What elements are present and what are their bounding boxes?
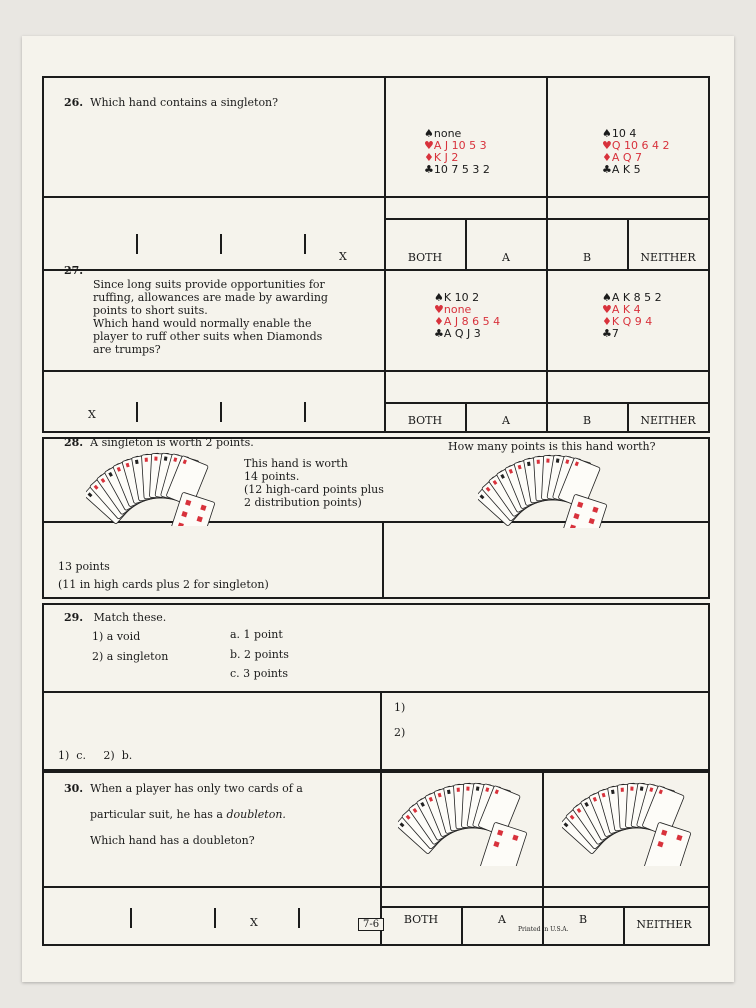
card-fan-hand-a [398,776,548,866]
suit-symbol: ♦ [602,315,612,328]
card-index-pip [630,787,633,791]
question-line: player to ruff other suits when Diamonds [93,330,323,343]
q26-option-b[interactable]: B [582,251,592,264]
question-line: (12 high-card points plus [244,483,384,496]
q29-right-item-a: a. 1 point [230,628,283,641]
q29-answer: 1) c. 2) b. [58,749,133,762]
card-index-pip [476,786,480,790]
suit-symbol: ♠ [424,127,434,140]
card-index-pip [546,459,549,463]
suit-cards: K 10 2 [443,291,480,304]
q26-mark: X [339,250,347,263]
question-line: 2 distribution points) [244,496,362,509]
suit-cards: A K 5 [611,163,641,176]
q29-answer-slot-1[interactable]: 1) [394,701,406,714]
q29-left-item-1: 1) a void [92,630,141,643]
suit-symbol: ♣ [434,327,444,340]
q30-line1 [64,782,303,795]
suit-cards: A J 10 5 3 [433,139,487,152]
q27-option-neither[interactable]: NEITHER [640,414,696,427]
hand-suit-row [602,328,662,340]
card-fan-hand-b [562,776,712,866]
suit-cards: K J 2 [433,151,459,164]
q29-instruction [64,611,166,624]
question-line: 14 points. [244,470,300,483]
q26-hand-a [424,128,490,176]
q27-question [64,264,83,277]
q27-hand-a [434,292,500,340]
suit-symbol: ♦ [602,151,612,164]
q30-option-neither[interactable]: NEITHER [636,918,692,931]
q26-option-neither[interactable]: NEITHER [640,251,696,264]
suit-cards: none [433,127,462,140]
suit-symbol: ♣ [424,163,434,176]
q30-number: 30. [64,782,84,795]
suit-cards: Q 10 6 4 2 [611,139,670,152]
question-line: Which hand would normally enable the [93,317,312,330]
q29-frame [42,603,710,771]
card-index-pip [537,460,540,464]
q28-prompt: How many points is this hand worth? [448,440,656,453]
q26-question [64,96,278,109]
q27-text [93,278,328,356]
q29-right-item-c: c. 3 points [230,667,288,680]
q26-text: Which hand contains a singleton? [90,96,279,109]
suit-cards: none [443,303,472,316]
hand-suit-row [602,164,670,176]
q26-option-a[interactable]: A [502,251,510,264]
q26-number: 26. [64,96,84,109]
card-index-pip [556,458,560,462]
q29-instruction-text: Match these. [93,611,167,624]
suit-symbol: ♦ [424,151,434,164]
q30-line1-text: When a player has only two cards of a [90,782,303,795]
q26-option-both[interactable]: BOTH [407,251,443,264]
q30-option-a[interactable]: A [498,913,506,926]
suit-cards: A Q J 3 [443,327,481,340]
q29-number: 29. [64,611,84,624]
suit-cards: 10 4 [611,127,637,140]
q29-right-item-b: b. 2 points [230,648,289,661]
card-fan-example [86,446,236,526]
suit-symbol: ♠ [602,291,612,304]
suit-symbol: ♣ [602,327,612,340]
suit-cards: A K 4 [611,303,641,316]
q30-option-both[interactable]: BOTH [403,913,439,926]
card-index-pip [457,788,460,792]
suit-symbol: ♥ [602,139,612,152]
suit-cards: A Q 7 [611,151,643,164]
question-line: Since long suits provide opportunities for [93,278,325,291]
suit-symbol: ♠ [602,127,612,140]
card-index-pip [154,457,157,461]
q26-hand-b [602,128,670,176]
suit-symbol: ♣ [602,163,612,176]
suit-cards: K Q 9 4 [611,315,653,328]
suit-symbol: ♥ [602,303,612,316]
question-line: points to short suits. [93,304,208,317]
suit-cards: 7 [611,327,619,340]
q28-answer-line2: (11 in high cards plus 2 for singleton) [58,578,269,591]
suit-cards: 10 7 5 3 2 [433,163,490,176]
q27-option-both[interactable]: BOTH [407,414,443,427]
q27-option-a[interactable]: A [502,414,510,427]
q29-answer-slot-2[interactable]: 2) [394,726,406,739]
q28-example [244,457,384,509]
q27-option-b[interactable]: B [582,414,592,427]
card-fan-question [478,448,628,528]
hand-suit-row [424,164,490,176]
q28-answer-line1: 13 points [58,560,110,573]
page-code: 7-6 [358,918,384,931]
q30-line3: Which hand has a doubleton? [90,834,255,847]
q27-hand-b [602,292,662,340]
suit-symbol: ♥ [434,303,444,316]
worksheet-page [22,36,734,982]
suit-symbol: ♥ [424,139,434,152]
q29-left-item-2: 2) a singleton [92,650,169,663]
card-index-pip [640,786,644,790]
printed-in-usa: Printed in U.S.A. [518,926,569,933]
card-index-pip [621,788,624,792]
suit-cards: A J 8 6 5 4 [443,315,501,328]
q30-line2 [90,808,286,821]
question-line: This hand is worth [244,457,348,470]
q30-line2-text: particular suit, he has a [90,808,227,821]
suit-symbol: ♦ [434,315,444,328]
card-index-pip [466,787,469,791]
q27-number: 27. [64,264,84,277]
suit-symbol: ♠ [434,291,444,304]
q30-mark: X [250,916,258,929]
question-line: ruffing, allowances are made by awarding [93,291,328,304]
card-index-pip [164,456,168,460]
q28-number: 28. [64,436,84,449]
suit-cards: A K 8 5 2 [611,291,662,304]
card-index-pip [145,458,148,462]
q28-statement-text: A singleton is worth 2 points. [90,436,254,449]
hand-suit-row [434,328,500,340]
question-line: are trumps? [93,343,161,356]
q30-option-b[interactable]: B [578,913,588,926]
q30-doubleton-term: doubleton. [226,808,286,821]
q27-mark: X [88,408,96,421]
